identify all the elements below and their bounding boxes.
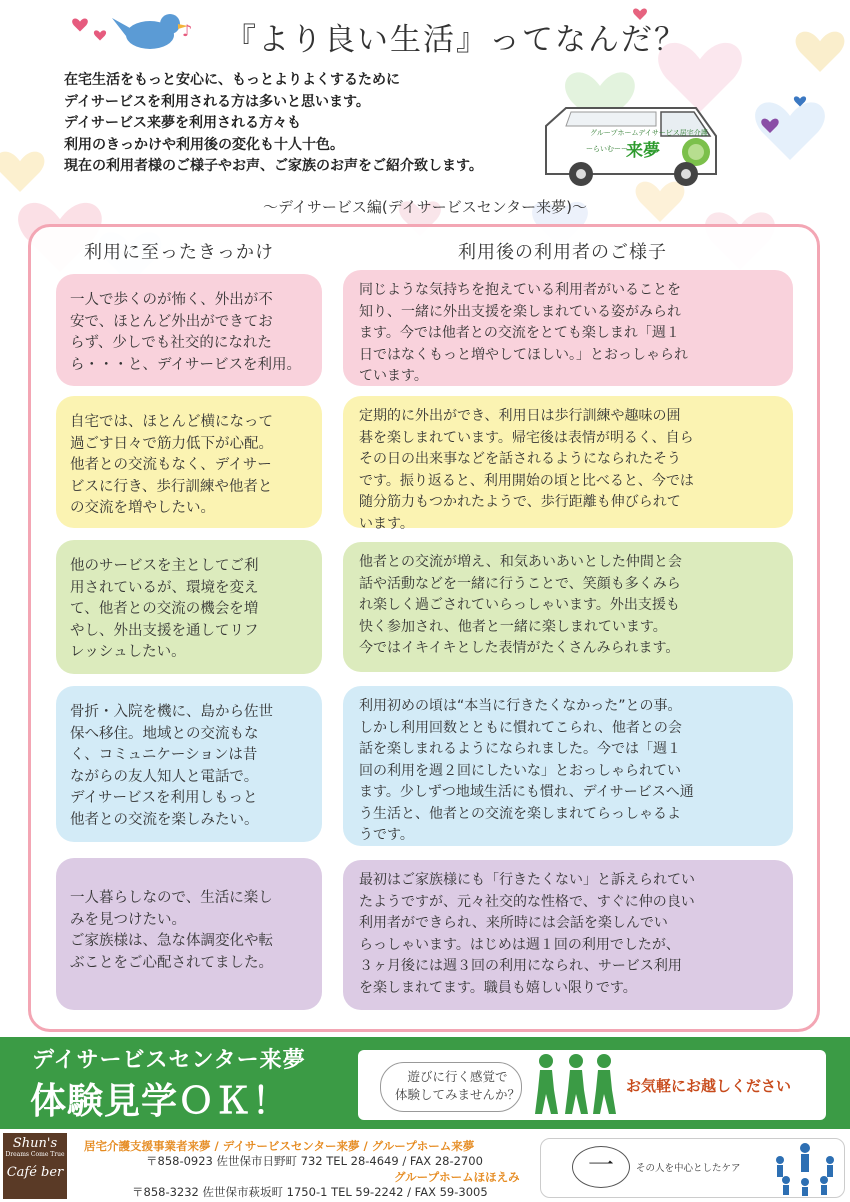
- reason-line: 他者との交流を楽しみたい。: [70, 811, 259, 828]
- reason-line: 一人暮らしなので、生活に楽し: [70, 890, 273, 906]
- reason-card: [56, 686, 322, 842]
- banner-title: デイサービスセンター来夢: [32, 1048, 306, 1073]
- outcome-card: [343, 860, 793, 1010]
- footer-address-1: 〒858-0923 佐世保市日野町 732 TEL 28-4649 / FAX 28-2700: [146, 1154, 483, 1168]
- page-title: 『より良い生活』ってなんだ？: [225, 22, 687, 58]
- outcome-line: 碁を楽しまれています。帰宅後は表情が明るく、自ら: [359, 429, 694, 446]
- reason-line: 一人で歩くのが怖く、外出が不: [70, 292, 273, 308]
- intro-line: 現在の利用者様のご様子やお声、ご家族のお声をご紹介致します。: [64, 158, 483, 174]
- logo-line: Dreams Come True: [5, 1151, 65, 1158]
- people-circle-icon: [770, 1140, 840, 1196]
- bubble-line: 遊びに行く感覚で: [407, 1069, 508, 1084]
- footer-address-2: 〒858-3232 佐世保市萩坂町 1750-1 TEL 59-2242 / FAX 59-3005: [132, 1185, 488, 1199]
- outcome-line: 日ではなくもっと増やしてほしい。」とおっしゃられ: [359, 346, 688, 363]
- outcome-line: 定期的に外出ができ、利用日は歩行訓練や趣味の囲: [359, 408, 681, 424]
- reason-line: レッシュしたい。: [70, 644, 186, 660]
- section-subtitle: ～デイサービス編(デイサービスセンター来夢)～: [262, 198, 587, 216]
- reason-line: ら・・・と、デイサービスを利用。: [70, 356, 301, 373]
- intro-text: [64, 70, 544, 178]
- outcome-line: ています。: [359, 368, 428, 384]
- outcome-line: 最初はご家族様にも「行きたくない」と訴えられてい: [359, 872, 695, 888]
- outcome-line: 利用者ができられ、来所時には会話を楽しんでい: [359, 915, 668, 931]
- intro-line: デイサービスを利用される方は多いと思います。: [64, 93, 370, 110]
- outcome-card: [343, 542, 793, 672]
- motto-text: その人を中心としたケア: [636, 1163, 741, 1174]
- van-brand-small: ーらいむーー: [586, 145, 628, 153]
- reason-line: 保へ移住。地域との交流もな: [70, 725, 259, 742]
- outcome-card: [343, 270, 793, 386]
- outcome-line: です。振り返ると、利用開始の頃と比べると、今では: [359, 472, 694, 489]
- reason-line: 他者との交流もなく、デイサー: [70, 457, 272, 473]
- reason-line: の交流を増やしたい。: [70, 500, 215, 516]
- outcome-line: 快く参加され、他者と一緒に楽しまれています。: [359, 618, 667, 635]
- reason-line: 過ごす日々で筋力低下が心配。: [70, 435, 273, 452]
- banner-cta: お気軽にお越しください: [626, 1077, 792, 1095]
- motto-bubble: 一: [572, 1146, 630, 1188]
- walking-people-icon: [532, 1052, 622, 1118]
- reason-line: 用されているが、環境を変え: [70, 579, 259, 596]
- outcome-card: [343, 396, 793, 532]
- reason-line: デイサービスを利用しもっと: [70, 790, 258, 806]
- reason-card: [56, 396, 322, 528]
- logo-line: Café ber: [6, 1165, 64, 1180]
- outcome-line: らっしゃいます。はじめは週１回の利用でしたが、: [359, 936, 680, 953]
- outcome-line: れ楽しく過ごされていらっしゃいます。外出支援も: [359, 597, 680, 613]
- outcome-line: 随分筋力もつかれたようで、歩行距離も伸びられて: [359, 494, 681, 510]
- outcome-line: 回の利用を週２回にしたいな」とおっしゃられてい: [359, 762, 681, 779]
- outcome-line: ます。少しずつ地域生活にも慣れ、デイサービスへ通: [359, 784, 694, 800]
- outcome-line: 知り、一緒に外出支援を楽しまれている姿がみられ: [359, 303, 681, 320]
- reason-card: [56, 858, 322, 1010]
- outcome-line: 同じような気持ちを抱えている利用者がいることを: [359, 282, 681, 298]
- reason-line: 安で、ほとんど外出ができてお: [70, 313, 273, 330]
- intro-line: 在宅生活をもっと安心に、もっとよりよくするために: [64, 72, 400, 88]
- reason-line: 骨折・入院を機に、島から佐世: [70, 704, 273, 720]
- logo-line: Shun's: [12, 1136, 58, 1151]
- reason-line: やし、外出支援を通してリフ: [70, 622, 259, 639]
- intro-line: 利用のきっかけや利用後の変化も十人十色。: [64, 136, 344, 153]
- outcome-line: 他者との交流が増え、和気あいあいとした仲間と会: [359, 554, 682, 570]
- svg-text:♪: ♪: [182, 21, 193, 40]
- intro-line: デイサービス来夢を利用される方々も: [64, 115, 302, 131]
- reason-line: 自宅では、ほとんど横になって: [70, 414, 273, 430]
- outcome-line: たようですが、元々社交的な性格で、すぐに仲の良い: [359, 893, 695, 910]
- footer-org-names: 居宅介護支援事業者来夢 / デイサービスセンター来夢 / グループホーム来夢: [84, 1139, 475, 1153]
- bird-icon: [112, 14, 192, 49]
- reason-line: らず、少しでも社交的になれた: [70, 335, 272, 351]
- reason-line: ご家族様は、急な体調変化や転: [70, 933, 273, 949]
- footer-org-2: グループホームほほえみ: [394, 1170, 520, 1184]
- outcome-line: うです。: [359, 827, 414, 843]
- outcome-line: います。: [359, 515, 414, 532]
- outcome-line: 今ではイキイキとした表情がたくさんみられます。: [359, 640, 680, 656]
- reason-line: て、他者との交流の機会を増: [70, 601, 259, 617]
- outcome-line: ３ヶ月後には週３回の利用になられ、サービス利用: [359, 958, 682, 974]
- outcome-line: しかし利用回数とともに慣れてこられ、他者との会: [359, 719, 682, 736]
- outcome-line: 話を楽しまれるようになられました。今では「週１: [359, 741, 681, 757]
- reason-line: ビスに行き、歩行訓練や他者と: [70, 478, 273, 495]
- van-company-text: グループホームデイサービス居宅介護: [590, 129, 708, 137]
- outcome-line: う生活と、他者との交流を楽しまれてらっしゃるよ: [359, 805, 681, 822]
- outcome-line: を楽しまれてます。職員も嬉しい限りです。: [359, 979, 637, 996]
- right-column-header: 利用後の利用者のご様子: [458, 242, 667, 263]
- outcome-card: [343, 686, 793, 846]
- reason-card: [56, 540, 322, 674]
- reason-line: 他のサービスを主としてご利: [70, 558, 259, 574]
- bubble-line: 体験してみませんか？: [394, 1087, 520, 1102]
- cafe-logo: [3, 1133, 67, 1199]
- reason-line: く、コミュニケーションは昔: [70, 747, 258, 763]
- banner-ok: 体験見学ＯＫ！: [30, 1080, 290, 1121]
- van-brand: 来夢: [626, 141, 660, 161]
- outcome-line: 話や活動などを一緒に行うことで、笑顔も多くみら: [359, 575, 681, 592]
- reason-line: みを見つけたい。: [70, 911, 186, 928]
- outcome-line: その日の出来事などを話されるようになられたそう: [359, 451, 681, 467]
- left-column-header: 利用に至ったきっかけ: [84, 242, 274, 263]
- outcome-line: 利用初めの頃は“本当に行きたくなかった”との事。: [359, 698, 682, 714]
- reason-line: ながらの友人知人と電話で。: [70, 768, 259, 785]
- bubble-text: [390, 1068, 525, 1104]
- reason-line: ぶことをご心配されてました。: [70, 954, 273, 971]
- outcome-line: ます。今では他者との交流をとても楽しまれ「週１: [359, 325, 680, 341]
- reason-card: [56, 274, 322, 386]
